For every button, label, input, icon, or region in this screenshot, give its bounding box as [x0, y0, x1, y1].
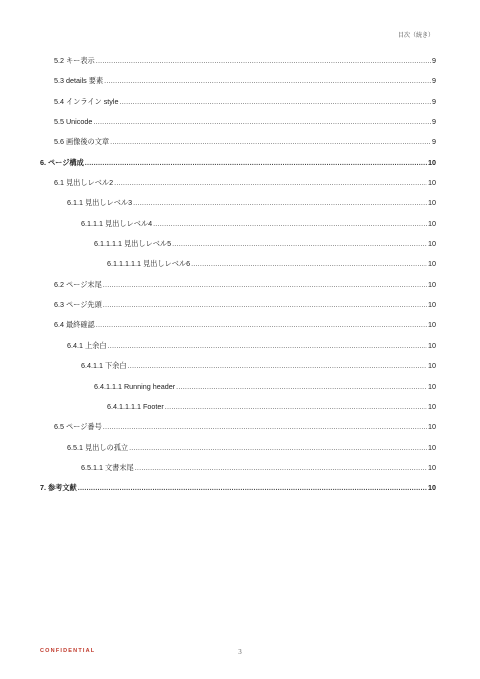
toc-dot-leader: [128, 361, 427, 370]
table-of-contents: [40, 56, 436, 504]
toc-entry-page: 10: [428, 401, 436, 411]
toc-entry-page: 9: [432, 137, 436, 147]
toc-dot-leader: [191, 259, 427, 268]
toc-entry[interactable]: [40, 259, 436, 279]
toc-dot-leader: [103, 422, 427, 431]
toc-entry-page: 10: [428, 157, 436, 167]
toc-dot-leader: [120, 97, 432, 106]
toc-entry-title: 7. 参考文献: [40, 483, 77, 493]
toc-entry[interactable]: [40, 382, 436, 402]
toc-entry[interactable]: [40, 320, 436, 340]
toc-entry-page: 10: [428, 320, 436, 330]
running-header: 目次（続き）: [397, 33, 434, 39]
toc-entry-title: 6.5 ページ番号: [54, 422, 102, 432]
toc-dot-leader: [103, 280, 427, 289]
toc-entry-title: 6.1.1 見出しレベル3: [67, 198, 133, 208]
toc-entry[interactable]: [40, 117, 436, 137]
toc-entry[interactable]: [40, 56, 436, 76]
toc-dot-leader: [176, 382, 427, 391]
toc-dot-leader: [93, 117, 431, 126]
toc-entry-page: 10: [428, 279, 436, 289]
toc-entry-title: 6.3 ページ先頭: [54, 300, 102, 310]
toc-dot-leader: [103, 300, 427, 309]
toc-entry-title: 6.4 最終確認: [54, 320, 95, 330]
toc-entry-page: 10: [428, 361, 436, 371]
toc-entry-page: 10: [428, 381, 436, 391]
confidential-label: CONFIDENTIAL: [40, 648, 96, 654]
toc-entry-page: 10: [428, 198, 436, 208]
toc-entry-page: 10: [428, 483, 436, 493]
toc-dot-leader: [108, 341, 427, 350]
toc-entry[interactable]: [40, 178, 436, 198]
toc-dot-leader: [104, 76, 431, 85]
toc-dot-leader: [78, 483, 427, 492]
toc-entry-title: 6.1 見出しレベル2: [54, 178, 114, 188]
toc-dot-leader: [96, 56, 431, 65]
toc-entry-page: 10: [428, 218, 436, 228]
toc-entry[interactable]: [40, 463, 436, 483]
toc-entry-title: 6.4.1.1.1.1 Footer: [107, 401, 164, 411]
toc-dot-leader: [133, 198, 427, 207]
toc-entry-page: 10: [428, 422, 436, 432]
toc-entry-title: 6.4.1 上余白: [67, 340, 107, 350]
toc-entry[interactable]: [40, 300, 436, 320]
toc-entry[interactable]: [40, 443, 436, 463]
toc-entry-page: 10: [428, 259, 436, 269]
toc-entry-page: 10: [428, 300, 436, 310]
toc-entry[interactable]: [40, 239, 436, 259]
toc-entry-page: 9: [432, 56, 436, 65]
toc-dot-leader: [114, 178, 427, 187]
page-number: 3: [238, 648, 242, 656]
toc-dot-leader: [165, 402, 427, 411]
toc-entry-page: 10: [428, 442, 436, 452]
toc-entry-page: 10: [428, 178, 436, 188]
toc-entry[interactable]: [40, 76, 436, 96]
toc-entry-page: 10: [428, 340, 436, 350]
toc-dot-leader: [96, 320, 427, 329]
toc-dot-leader: [172, 239, 427, 248]
toc-entry-page: 9: [432, 76, 436, 86]
toc-entry[interactable]: [40, 483, 436, 503]
toc-entry-title: 5.5 Unicode: [54, 117, 93, 127]
toc-entry-page: 9: [432, 96, 436, 106]
toc-entry-page: 10: [428, 239, 436, 249]
toc-entry[interactable]: [40, 361, 436, 381]
toc-entry-title: 5.3 details 要素: [54, 76, 104, 86]
toc-entry-title: 6.2 ページ末尾: [54, 279, 102, 289]
toc-entry[interactable]: [40, 341, 436, 361]
toc-entry[interactable]: [40, 97, 436, 117]
toc-entry-title: 6.5.1 見出しの孤立: [67, 442, 129, 452]
toc-dot-leader: [153, 219, 427, 228]
toc-entry-title: 6. ページ構成: [40, 157, 84, 167]
toc-entry[interactable]: [40, 158, 436, 178]
toc-entry-page: 10: [428, 462, 436, 472]
toc-entry[interactable]: [40, 402, 436, 422]
toc-entry[interactable]: [40, 280, 436, 300]
toc-entry-page: 9: [432, 117, 436, 127]
toc-entry-title: 5.6 画像後の文章: [54, 137, 110, 147]
toc-entry-title: 6.5.1.1 文書末尾: [81, 462, 134, 472]
toc-dot-leader: [85, 158, 427, 167]
toc-entry-title: 6.1.1.1 見出しレベル4: [81, 218, 153, 228]
toc-dot-leader: [110, 137, 431, 146]
toc-entry[interactable]: [40, 219, 436, 239]
toc-entry[interactable]: [40, 198, 436, 218]
toc-entry-title: 6.4.1.1.1 Running header: [94, 381, 176, 391]
toc-entry[interactable]: [40, 137, 436, 157]
toc-entry-title: 6.1.1.1.1 見出しレベル5: [94, 239, 172, 249]
toc-entry-title: 5.4 インライン style: [54, 96, 119, 106]
toc-entry-title: 6.4.1.1 下余白: [81, 361, 127, 371]
toc-entry-title: 5.2 キー表示: [54, 56, 95, 65]
toc-entry-title: 6.1.1.1.1.1 見出しレベル6: [107, 259, 191, 269]
toc-entry[interactable]: [40, 422, 436, 442]
toc-dot-leader: [135, 463, 427, 472]
toc-dot-leader: [129, 443, 427, 452]
